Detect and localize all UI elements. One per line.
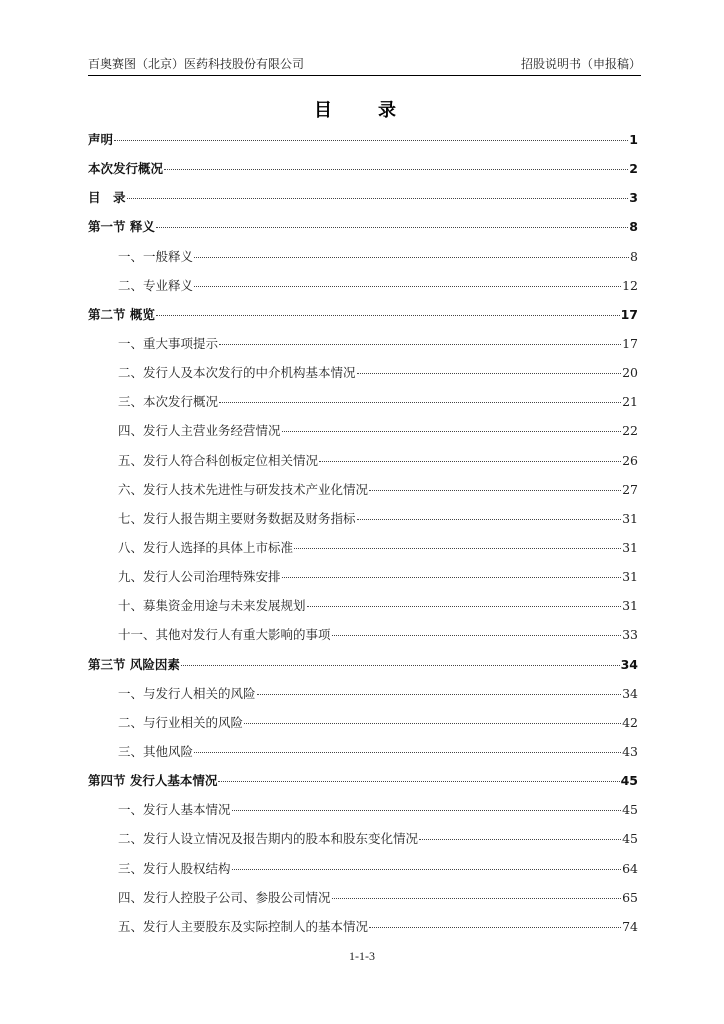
toc-entry-page: 17 xyxy=(622,335,638,351)
toc-entry-label: 三、其他风险 xyxy=(118,743,194,759)
toc-subsection-entry[interactable] xyxy=(88,684,638,713)
toc-entry-page: 65 xyxy=(622,889,638,905)
toc-entry-label: 三、发行人股权结构 xyxy=(118,860,231,876)
toc-subsection-entry[interactable] xyxy=(88,247,638,276)
toc-entry-label: 四、发行人主营业务经营情况 xyxy=(118,423,281,439)
toc-entry-label: 第三节 风险因素 xyxy=(88,656,180,672)
toc-subsection-entry[interactable] xyxy=(88,276,638,305)
toc-entry-label: 八、发行人选择的具体上市标准 xyxy=(118,539,294,555)
toc-dot-leader xyxy=(294,548,621,549)
toc-entry-page: 34 xyxy=(622,685,638,701)
toc-dot-leader xyxy=(156,227,628,228)
toc-dot-leader xyxy=(219,344,621,345)
toc-entry-page: 8 xyxy=(630,248,638,264)
toc-entry-page: 12 xyxy=(622,277,638,293)
toc-dot-leader xyxy=(127,198,629,199)
toc-entry-page: 64 xyxy=(622,860,638,876)
toc-dot-leader xyxy=(194,286,621,287)
toc-subsection-entry[interactable] xyxy=(88,888,638,917)
toc-section-entry[interactable] xyxy=(88,305,638,334)
toc-entry-label: 九、发行人公司治理特殊安排 xyxy=(118,569,281,585)
toc-subsection-entry[interactable] xyxy=(88,829,638,858)
toc-dot-leader xyxy=(369,490,621,491)
toc-dot-leader xyxy=(332,898,622,899)
toc-dot-leader xyxy=(319,461,621,462)
toc-dot-leader xyxy=(156,315,620,316)
toc-dot-leader xyxy=(232,810,622,811)
toc-dot-leader xyxy=(194,257,629,258)
toc-entry-page: 45 xyxy=(620,773,638,789)
toc-subsection-entry[interactable] xyxy=(88,509,638,538)
toc-dot-leader xyxy=(244,723,621,724)
toc-subsection-entry[interactable] xyxy=(88,742,638,771)
toc-entry-label: 五、发行人主要股东及实际控制人的基本情况 xyxy=(118,918,369,934)
toc-entry-label: 目 录 xyxy=(88,190,126,206)
toc-entry-page: 17 xyxy=(620,306,638,322)
toc-entry-label: 第四节 发行人基本情况 xyxy=(88,773,218,789)
toc-entry-label: 本次发行概况 xyxy=(88,161,164,177)
toc-subsection-entry[interactable] xyxy=(88,421,638,450)
toc-entry-label: 三、本次发行概况 xyxy=(118,394,219,410)
toc-entry-page: 45 xyxy=(622,802,638,818)
toc-entry-label: 声明 xyxy=(88,132,114,147)
toc-section-entry[interactable] xyxy=(88,217,638,246)
toc-entry-page: 1 xyxy=(629,132,638,147)
toc-dot-leader xyxy=(357,373,622,374)
toc-dot-leader xyxy=(257,694,622,695)
toc-dot-leader xyxy=(307,606,622,607)
toc-entry-label: 第二节 概览 xyxy=(88,306,155,322)
toc-section-entry[interactable] xyxy=(88,159,638,188)
toc-entry-label: 一、一般释义 xyxy=(118,248,194,264)
toc-dot-leader xyxy=(181,665,620,666)
toc-entry-page: 31 xyxy=(622,598,638,614)
toc-entry-page: 27 xyxy=(622,481,638,497)
toc-entry-label: 一、与发行人相关的风险 xyxy=(118,685,256,701)
toc-dot-leader xyxy=(357,519,622,520)
page-number: 1-1-3 xyxy=(349,949,375,963)
toc-subsection-entry[interactable] xyxy=(88,800,638,829)
toc-entry-page: 31 xyxy=(622,569,638,585)
toc-dot-leader xyxy=(232,869,622,870)
document-type: 招股说明书（申报稿） xyxy=(520,57,641,71)
toc-dot-leader xyxy=(282,431,622,432)
toc-dot-leader xyxy=(332,635,622,636)
toc-entry-label: 七、发行人报告期主要财务数据及财务指标 xyxy=(118,510,356,526)
toc-dot-leader xyxy=(114,140,628,141)
toc-dot-leader xyxy=(194,752,621,753)
page-title: 目 录 xyxy=(314,100,410,121)
toc-section-entry[interactable] xyxy=(88,771,638,800)
toc-subsection-entry[interactable] xyxy=(88,334,638,363)
toc-entry-page: 31 xyxy=(622,510,638,526)
toc-entry-page: 31 xyxy=(622,539,638,555)
toc-subsection-entry[interactable] xyxy=(88,567,638,596)
toc-entry-page: 34 xyxy=(620,656,638,672)
toc-entry-label: 第一节 释义 xyxy=(88,219,155,235)
toc-entry-label: 一、重大事项提示 xyxy=(118,335,219,351)
toc-dot-leader xyxy=(164,169,628,170)
toc-entry-label: 十一、其他对发行人有重大影响的事项 xyxy=(118,627,331,643)
toc-section-entry[interactable] xyxy=(88,655,638,684)
toc-entry-label: 二、与行业相关的风险 xyxy=(118,714,244,730)
toc-subsection-entry[interactable] xyxy=(88,363,638,392)
toc-subsection-entry[interactable] xyxy=(88,392,638,421)
toc-entry-page: 33 xyxy=(622,627,638,643)
toc-entry-label: 五、发行人符合科创板定位相关情况 xyxy=(118,452,319,468)
toc-dot-leader xyxy=(219,402,621,403)
toc-entry-page: 21 xyxy=(622,394,638,410)
table-of-contents xyxy=(88,130,638,946)
toc-entry-page: 43 xyxy=(622,743,638,759)
toc-section-entry[interactable] xyxy=(88,188,638,217)
toc-entry-label: 一、发行人基本情况 xyxy=(118,802,231,818)
toc-subsection-entry[interactable] xyxy=(88,538,638,567)
toc-subsection-entry[interactable] xyxy=(88,480,638,509)
toc-entry-label: 二、发行人设立情况及报告期内的股本和股东变化情况 xyxy=(118,831,419,847)
page-header xyxy=(88,52,641,76)
toc-entry-page: 74 xyxy=(622,918,638,934)
toc-entry-page: 2 xyxy=(629,161,638,177)
toc-dot-leader xyxy=(218,781,619,782)
toc-dot-leader xyxy=(419,839,621,840)
toc-subsection-entry[interactable] xyxy=(88,859,638,888)
toc-section-entry[interactable] xyxy=(88,130,638,159)
toc-entry-label: 二、专业释义 xyxy=(118,277,194,293)
toc-subsection-entry[interactable] xyxy=(88,917,638,946)
toc-dot-leader xyxy=(282,577,622,578)
toc-entry-page: 20 xyxy=(622,365,638,381)
toc-entry-label: 二、发行人及本次发行的中介机构基本情况 xyxy=(118,365,356,381)
toc-subsection-entry[interactable] xyxy=(88,451,638,480)
toc-entry-page: 3 xyxy=(629,190,638,206)
company-name: 百奥赛图（北京）医药科技股份有限公司 xyxy=(88,57,305,71)
toc-entry-page: 22 xyxy=(622,423,638,439)
toc-dot-leader xyxy=(369,927,621,928)
toc-subsection-entry[interactable] xyxy=(88,596,638,625)
toc-subsection-entry[interactable] xyxy=(88,713,638,742)
toc-entry-label: 十、募集资金用途与未来发展规划 xyxy=(118,598,306,614)
toc-entry-label: 四、发行人控股子公司、参股公司情况 xyxy=(118,889,331,905)
toc-entry-page: 26 xyxy=(622,452,638,468)
toc-entry-page: 45 xyxy=(622,831,638,847)
toc-subsection-entry[interactable] xyxy=(88,625,638,654)
toc-entry-label: 六、发行人技术先进性与研发技术产业化情况 xyxy=(118,481,369,497)
toc-entry-page: 8 xyxy=(629,219,638,235)
toc-entry-page: 42 xyxy=(622,714,638,730)
